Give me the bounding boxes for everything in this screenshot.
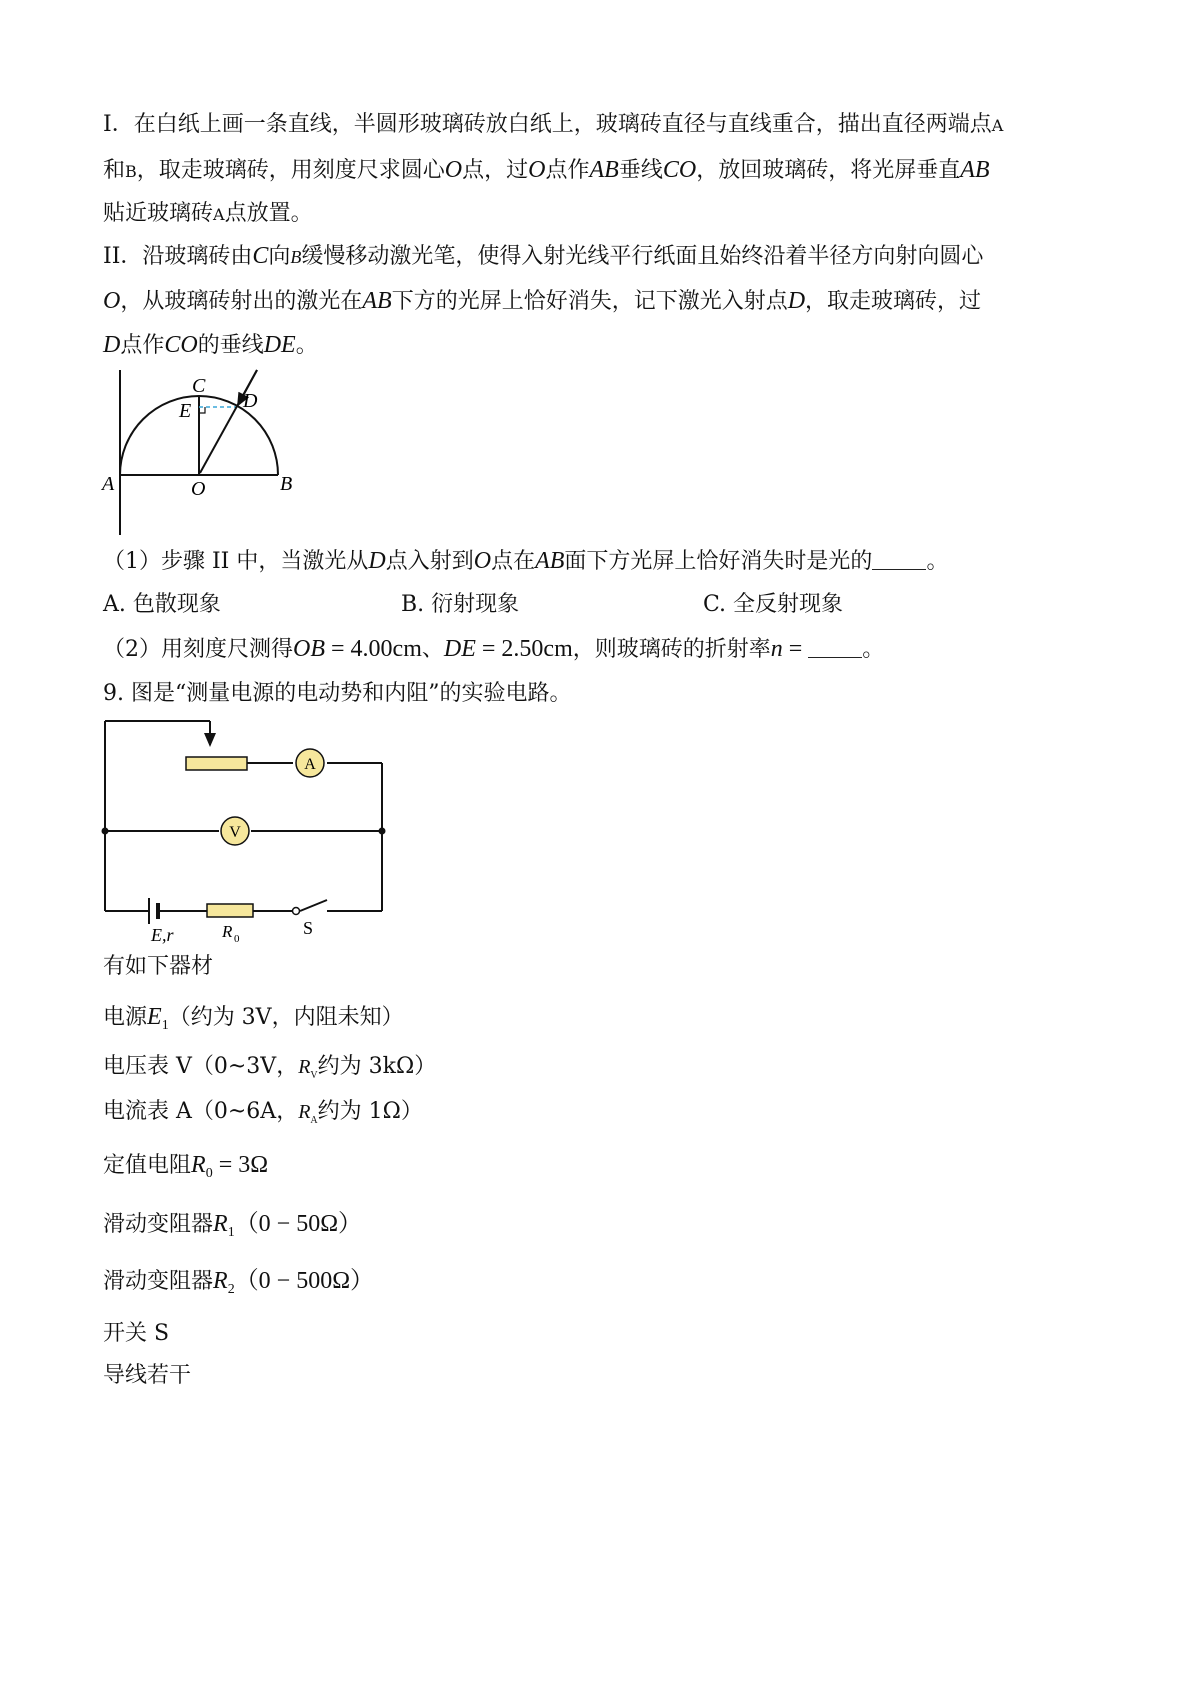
label-e: E [179,400,192,422]
label-c: C [192,375,206,397]
label-battery: E,r [151,925,174,945]
option-a: A. 色散现象 [103,592,221,617]
material-switch: 开关 S [103,1321,170,1346]
material-rheostat-2: 滑动变阻器$R_2(0 - 500\Omega)$ [103,1268,375,1297]
rheostat [186,757,247,770]
question-1: （1）步骤 II 中，当激光从D点入射到O点在AB面下方光屏上恰好消失时是光的 。 [103,548,949,574]
step2-line2: O，从玻璃砖射出的激光在AB下方的光屏上恰好消失，记下激光入射点D，取走玻璃砖，过 [103,288,982,314]
label-d: D [243,390,258,412]
step2-line1: II．沿玻璃砖由C向B缓慢移动激光笔，使得入射光线平行纸面且始终沿着半径方向射向圆心 [103,243,984,269]
label-a: A [102,473,115,495]
step1-line2: 和B，取走玻璃砖，用刻度尺求圆心O点，过O点作AB垂线CO，放回玻璃砖，将光屏垂直AB [103,157,990,183]
option-c: C. 全反射现象 [703,592,844,617]
glass-brick-diagram [95,365,315,540]
question-9-title: 9. 图是“测量电源的电动势和内阻”的实验电路。 [103,681,572,706]
material-voltmeter: 电压表 V（0~3V，$R_V$约为 3kΩ） [103,1054,437,1081]
answer-blank-1 [872,549,926,570]
answer-blank-2 [808,637,862,658]
option-b: B. 衍射现象 [401,592,520,617]
step2-line3: D点作CO的垂线DE。 [103,332,318,358]
label-switch: S [303,918,314,938]
resistor-r0 [207,904,253,917]
svg-text:0: 0 [234,933,240,945]
label-r0: R [222,922,233,941]
question-1-options [103,590,1003,620]
material-ammeter: 电流表 A（0~6A，$R_A$约为 1Ω） [103,1099,423,1126]
material-power: 电源$E_1$（约为 3V，内阻未知） [103,1004,404,1033]
step1-line1: I．在白纸上画一条直线，半圆形玻璃砖放白纸上，玻璃砖直径与直线重合，描出直径两端点A [103,112,1004,137]
question-2: （2）用刻度尺测得OB = 4.00cm、DE = 2.50cm，则玻璃砖的折射率n = 。 [103,636,885,662]
label-o: O [191,478,206,500]
material-resistor: 定值电阻$R_0 = 3\Omega$ [103,1152,269,1181]
materials-intro: 有如下器材 [103,954,214,979]
step1-line3: 贴近玻璃砖A点放置。 [103,201,313,226]
svg-text:V: V [229,824,241,841]
material-wires: 导线若干 [103,1363,192,1388]
circuit-diagram [95,715,395,945]
label-b: B [280,473,293,495]
switch-contact [293,908,300,915]
material-rheostat-1: 滑动变阻器$R_1(0 - 50\Omega)$ [103,1211,363,1240]
svg-text:A: A [304,756,316,773]
